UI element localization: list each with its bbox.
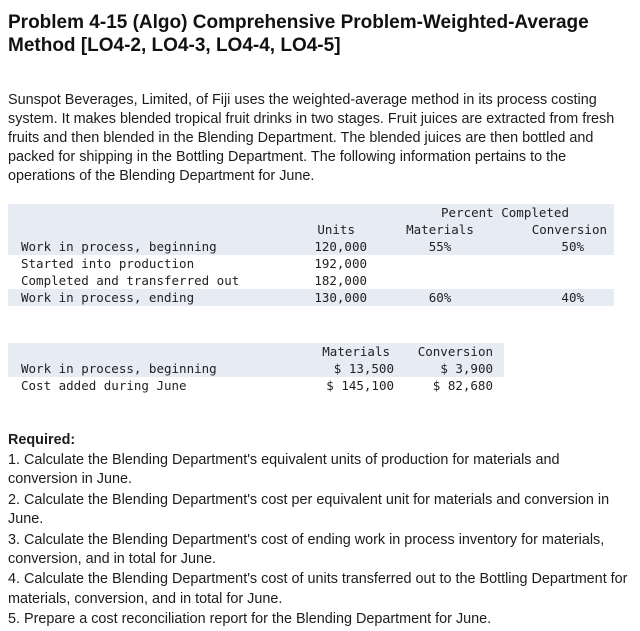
list-item: 5. Prepare a cost reconciliation report for the Blending Department for June. — [8, 611, 492, 628]
problem-intro: Sunspot Beverages, Limited, of Fiji uses the weighted-average method in its process costing system. It makes blended tropical fruit drinks in two stages. Fruit juices are extracted from fresh fruits and then blended in the Blending Department. The blended juices are then bottled and packed for shipping in the Bottling Department. The following information pertains to the operations of the Blending Department for June. — [8, 92, 615, 184]
row-materials-cost: $ 13,500 — [333, 361, 394, 376]
row-units: 192,000 — [314, 256, 367, 271]
row-units: 120,000 — [314, 239, 367, 254]
required-heading: Required: — [8, 432, 76, 448]
row-label: Work in process, beginning — [21, 361, 217, 376]
row-label: Work in process, ending — [21, 290, 195, 305]
row-conversion-percent: 40% — [561, 290, 584, 305]
problem-title: Problem 4-15 (Algo) Comprehensive Problem-Weighted-Average Method [LO4-2, LO4-3, LO4-4, LO4-5] — [8, 12, 589, 56]
conversion-percent-header: Conversion — [531, 222, 607, 237]
row-units: 182,000 — [314, 273, 367, 288]
row-units: 130,000 — [314, 290, 367, 305]
row-conversion-cost: $ 82,680 — [432, 378, 493, 393]
row-materials-percent: 60% — [428, 290, 452, 305]
list-item: 2. Calculate the Blending Department's cost per equivalent unit for materials and conversion in June. — [8, 491, 610, 528]
cost-conversion-header: Conversion — [417, 344, 493, 359]
row-label: Cost added during June — [21, 378, 187, 393]
percent-completed-header: Percent Completed — [441, 205, 569, 220]
row-materials-percent: 55% — [428, 239, 452, 254]
list-item: 3. Calculate the Blending Department's cost of ending work in process inventory for materials, conversion, and in total for June. — [8, 531, 605, 568]
row-conversion-percent: 50% — [561, 239, 584, 254]
row-label: Work in process, beginning — [21, 239, 217, 254]
required-list — [8, 451, 632, 631]
cost-table — [0, 343, 520, 395]
list-item: 4. Calculate the Blending Department's cost of units transferred out to the Bottling Department for materials, conversion, and in total for June. — [8, 571, 628, 607]
materials-percent-header: Materials — [406, 222, 474, 237]
list-item: 1. Calculate the Blending Department's equivalent units of production for materials and conversion in June. — [8, 452, 560, 488]
row-conversion-cost: $ 3,900 — [440, 361, 493, 376]
row-materials-cost: $ 145,100 — [326, 378, 394, 393]
row-label: Started into production — [21, 256, 195, 271]
units-table — [0, 204, 615, 308]
units-column-header: Units — [317, 222, 355, 237]
cost-materials-header: Materials — [322, 344, 390, 359]
row-label: Completed and transferred out — [21, 273, 240, 288]
